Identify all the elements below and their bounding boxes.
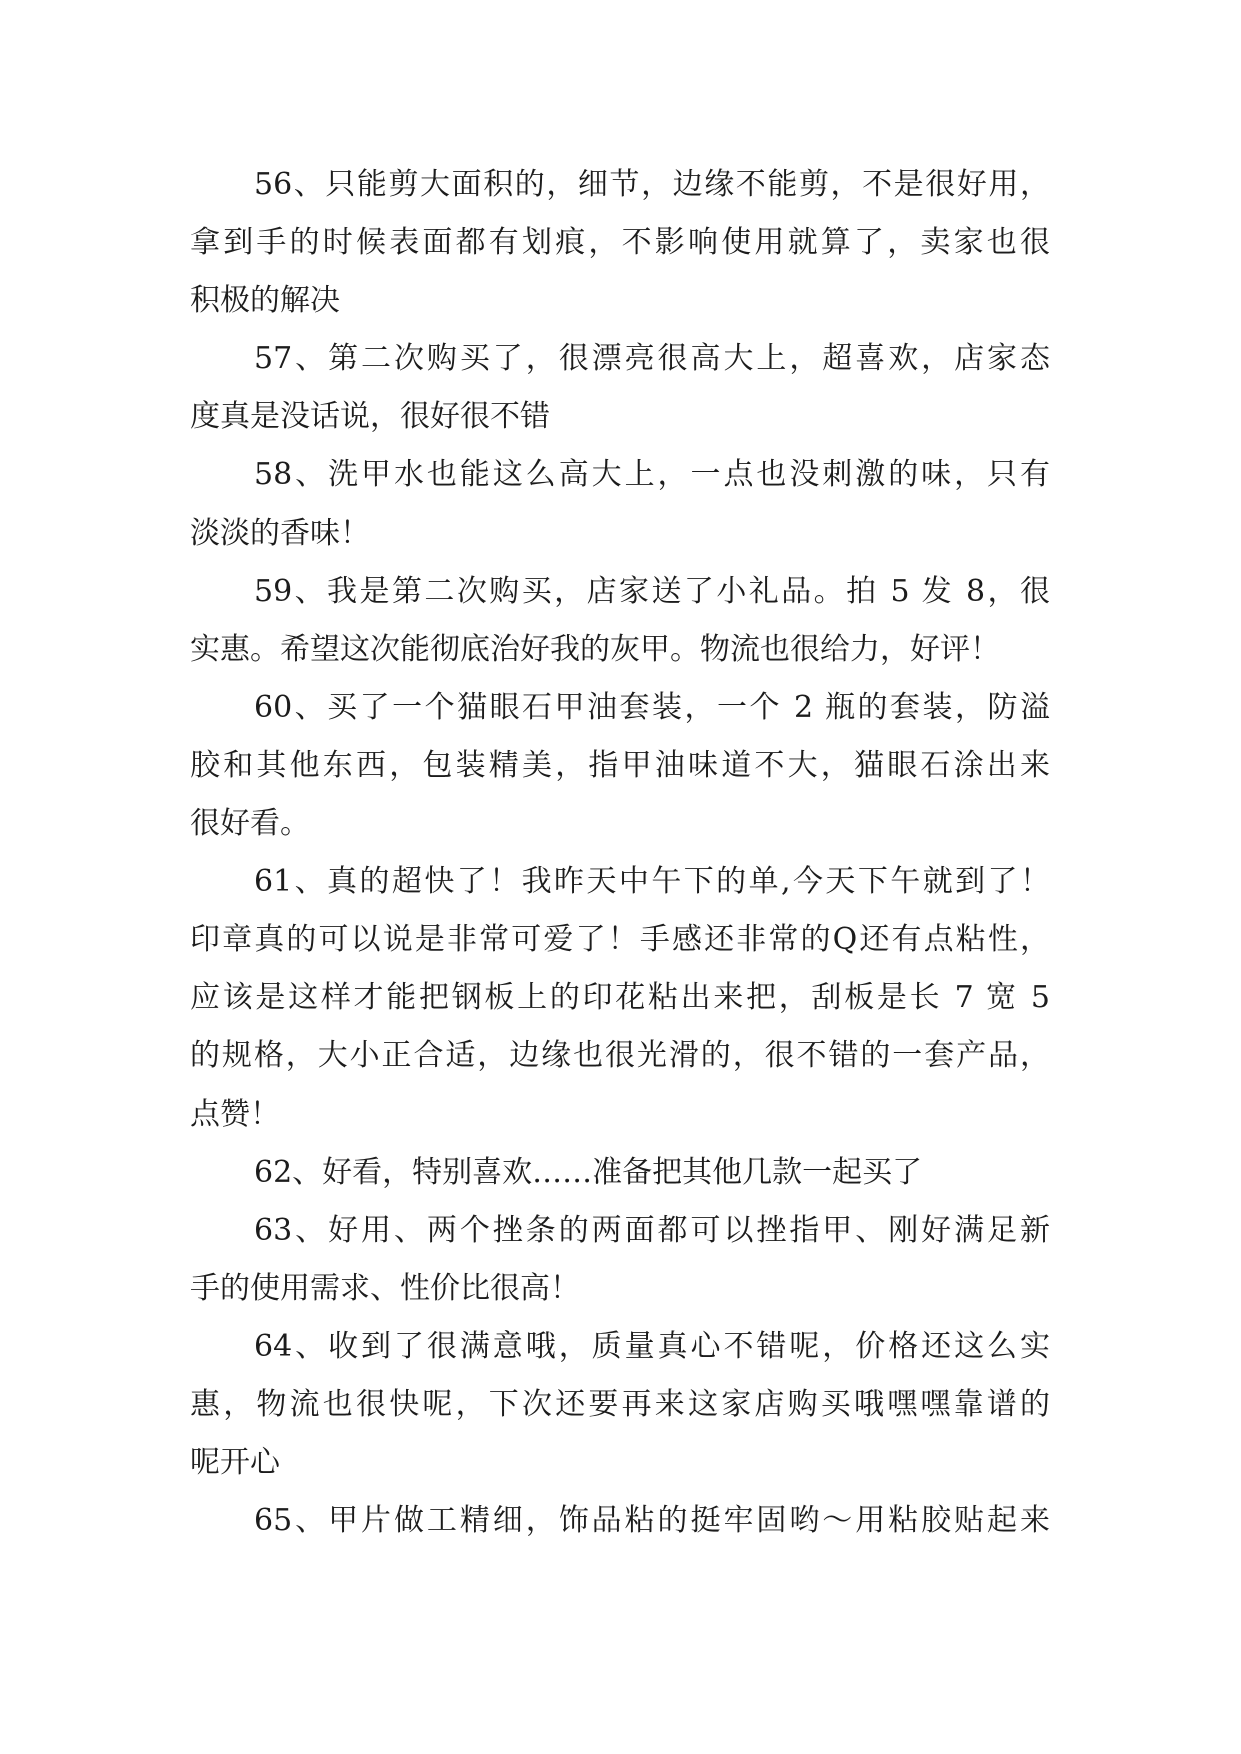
review-paragraph <box>190 1318 1050 1492</box>
text-line: 63、好用、两个挫条的两面都可以挫指甲、刚好满足新 <box>254 1212 1050 1248</box>
text-line: 58、洗甲水也能这么高大上，一点也没刺激的味，只有 <box>254 457 1050 493</box>
text-line: 60、买了一个猫眼石甲油套装，一个 2 瓶的套装，防溢 <box>254 689 1050 725</box>
review-paragraph <box>190 679 1050 853</box>
review-paragraph <box>190 446 1050 562</box>
text-line: 度真是没话说，很好很不错 <box>190 399 550 435</box>
text-line: 62、好看，特别喜欢……准备把其他几款一起买了 <box>254 1154 923 1190</box>
review-paragraph <box>190 156 1050 330</box>
text-line: 呢开心 <box>190 1445 280 1481</box>
text-line: 印章真的可以说是非常可爱了！手感还非常的Q还有点粘性， <box>190 922 1050 958</box>
text-line: 实惠。希望这次能彻底治好我的灰甲。物流也很给力，好评！ <box>190 631 1000 667</box>
text-line: 56、只能剪大面积的，细节，边缘不能剪，不是很好用， <box>254 167 1050 202</box>
text-line: 拿到手的时候表面都有划痕，不影响使用就算了，卖家也很 <box>190 225 1050 261</box>
text-line: 应该是这样才能把钢板上的印花粘出来把，刮板是长 7 宽 5 <box>190 980 1050 1016</box>
text-line: 61、真的超快了！我昨天中午下的单,今天下午就到了！ <box>254 864 1050 900</box>
text-line: 手的使用需求、性价比很高！ <box>190 1270 580 1306</box>
review-paragraph <box>190 1202 1050 1318</box>
text-line: 57、第二次购买了，很漂亮很高大上，超喜欢，店家态 <box>254 341 1050 377</box>
review-paragraph <box>190 853 1050 1143</box>
review-paragraph <box>190 1144 1050 1202</box>
text-line: 65、甲片做工精细，饰品粘的挺牢固哟～用粘胶贴起来 <box>254 1503 1050 1539</box>
text-line: 淡淡的香味！ <box>190 515 370 551</box>
document-body <box>190 156 1050 1550</box>
review-paragraph <box>190 1492 1050 1550</box>
review-paragraph <box>190 330 1050 446</box>
text-line: 的规格，大小正合适，边缘也很光滑的，很不错的一套产品， <box>190 1038 1050 1074</box>
review-paragraph <box>190 563 1050 679</box>
text-line: 64、收到了很满意哦，质量真心不错呢，价格还这么实 <box>254 1328 1050 1364</box>
text-line: 惠，物流也很快呢，下次还要再来这家店购买哦嘿嘿靠谱的 <box>190 1386 1050 1422</box>
text-line: 积极的解决 <box>190 283 340 319</box>
text-line: 很好看。 <box>190 806 310 842</box>
text-line: 点赞！ <box>190 1096 280 1132</box>
text-line: 胶和其他东西，包装精美，指甲油味道不大，猫眼石涂出来 <box>190 747 1050 783</box>
text-line: 59、我是第二次购买，店家送了小礼品。拍 5 发 8，很 <box>254 573 1050 609</box>
